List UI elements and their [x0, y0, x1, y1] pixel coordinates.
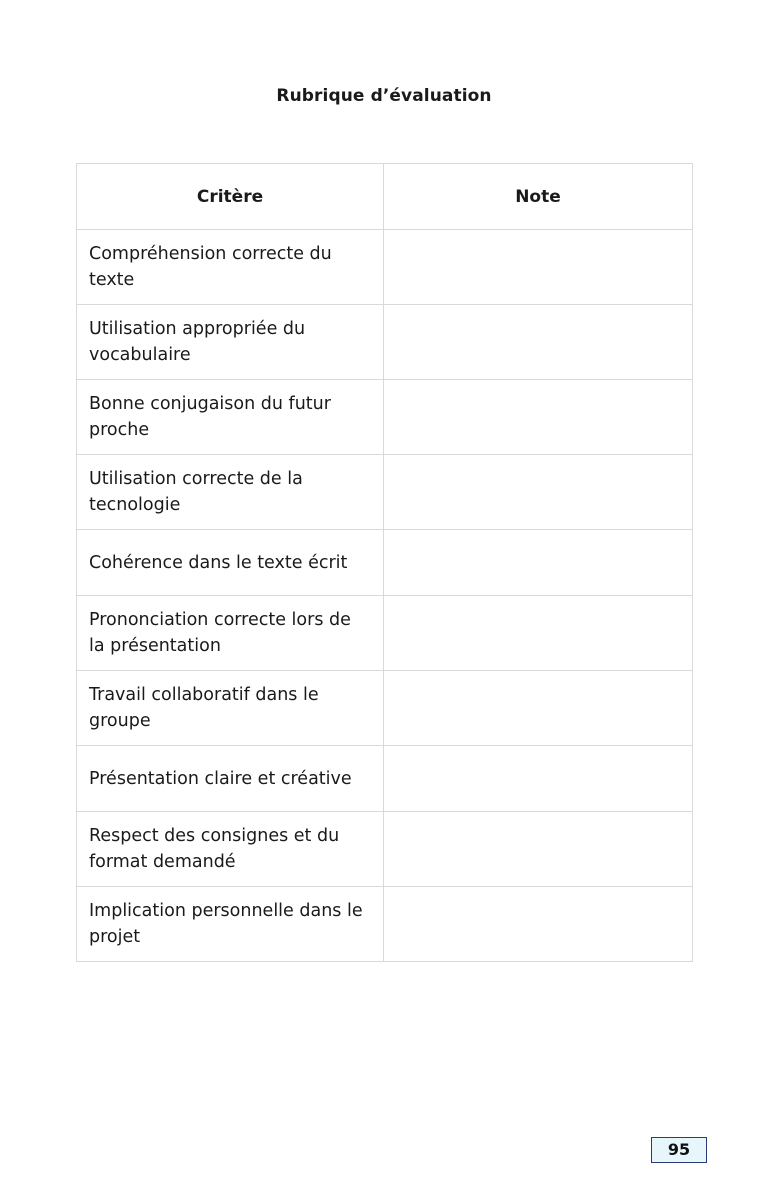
page-title: Rubrique d’évaluation [276, 86, 492, 106]
criterion-cell: Implication personnelle dans le projet [77, 887, 384, 962]
table-row [77, 530, 693, 596]
table-row [77, 596, 693, 671]
note-cell[interactable] [384, 596, 693, 671]
note-cell[interactable] [384, 230, 693, 305]
table-row [77, 455, 693, 530]
column-header-note: Note [384, 164, 693, 230]
table-row [77, 230, 693, 305]
note-cell[interactable] [384, 746, 693, 812]
criterion-cell: Utilisation appropriée du vocabulaire [77, 305, 384, 380]
criterion-cell: Respect des consignes et du format demandé [77, 812, 384, 887]
note-cell[interactable] [384, 530, 693, 596]
table-row [77, 305, 693, 380]
criterion-cell: Travail collaboratif dans le groupe [77, 671, 384, 746]
table-row [77, 887, 693, 962]
note-cell[interactable] [384, 455, 693, 530]
note-cell[interactable] [384, 305, 693, 380]
rubric-table [76, 163, 693, 962]
page-number: 95 [651, 1137, 707, 1163]
column-header-criterion: Critère [77, 164, 384, 230]
criterion-cell: Cohérence dans le texte écrit [77, 530, 384, 596]
criterion-cell: Prononciation correcte lors de la présentation [77, 596, 384, 671]
criterion-cell: Utilisation correcte de la tecnologie [77, 455, 384, 530]
note-cell[interactable] [384, 671, 693, 746]
table-row [77, 380, 693, 455]
note-cell[interactable] [384, 380, 693, 455]
note-cell[interactable] [384, 812, 693, 887]
table-row [77, 671, 693, 746]
table-row [77, 746, 693, 812]
note-cell[interactable] [384, 887, 693, 962]
criterion-cell: Présentation claire et créative [77, 746, 384, 812]
table-header-row [77, 164, 693, 230]
criterion-cell: Compréhension correcte du texte [77, 230, 384, 305]
table-row [77, 812, 693, 887]
criterion-cell: Bonne conjugaison du futur proche [77, 380, 384, 455]
